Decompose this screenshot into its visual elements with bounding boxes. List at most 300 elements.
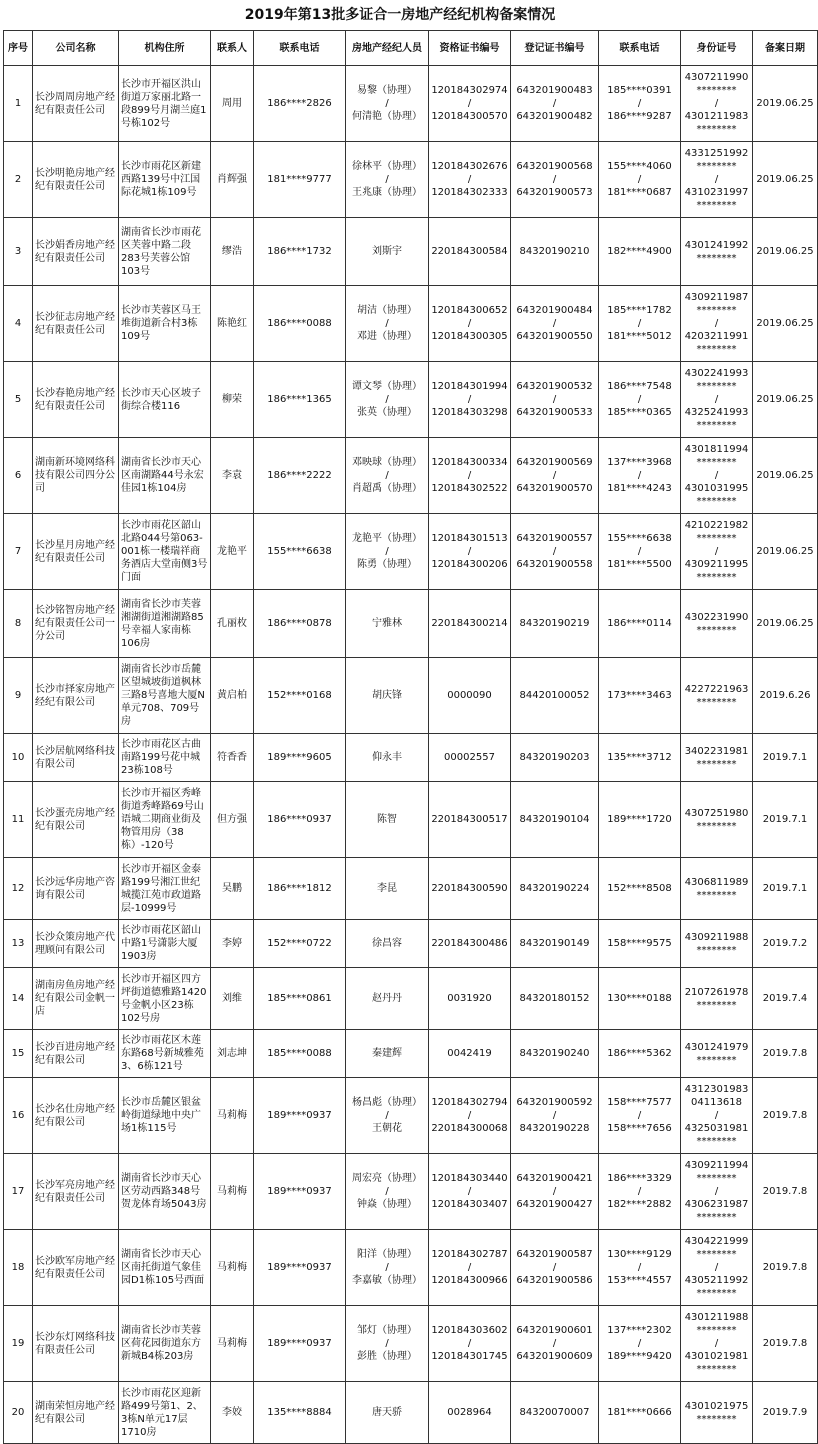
company-address: 长沙市开福区金泰路199号湘江世纪城揽江苑市政道路层-10999号 [119, 858, 211, 920]
qualification-number-line: 220184300068 [431, 1123, 508, 1134]
company-name: 湖南荣恒房地产经纪有限公司 [33, 1382, 119, 1444]
registration-number-line: 84320180152 [519, 993, 590, 1004]
agent-phone-line: 137****2302 [607, 1325, 672, 1336]
table-row [4, 142, 818, 218]
contact-phone: 186****0878 [254, 590, 346, 658]
qualification-number [429, 782, 511, 858]
company-name: 湖南新环境网络科技有限公司四分公司 [33, 438, 119, 514]
filing-date: 2019.06.25 [753, 142, 818, 218]
registration-number-line: 643201900569 [516, 457, 593, 468]
registration-number [511, 1078, 599, 1154]
agent-phone-line: / [637, 1110, 642, 1121]
registration-number [511, 658, 599, 734]
row-number: 20 [4, 1382, 33, 1444]
agent-names-line: 王朝花 [372, 1123, 402, 1134]
agent-phone-line: 186****0114 [607, 618, 672, 629]
agent-names-line: 肖超禹（协理） [352, 483, 422, 494]
agent-phone-line: 181****4243 [607, 483, 672, 494]
agent-names [346, 1030, 429, 1078]
registration-number-line: 643201900483 [516, 85, 593, 96]
registration-number-line: / [552, 1110, 557, 1121]
id-number-line: / [714, 394, 719, 405]
registration-number [511, 968, 599, 1030]
qualification-number [429, 734, 511, 782]
company-address: 长沙市开福区秀峰街道秀峰路69号山语城二期商业街及物管用房（38栋）-120号 [119, 782, 211, 858]
qualification-number-line: 120184302522 [431, 483, 508, 494]
id-number-line: ******** [696, 1413, 737, 1425]
qualification-number-line: / [467, 1186, 472, 1197]
table-row [4, 362, 818, 438]
filing-date: 2019.7.8 [753, 1306, 818, 1382]
agent-phone-line: 189****1720 [607, 814, 672, 825]
row-number: 8 [4, 590, 33, 658]
qualification-number [429, 1154, 511, 1230]
id-number-line: ******** [696, 305, 737, 316]
registration-number-line: 643201900558 [516, 559, 593, 570]
column-header: 序号 [4, 31, 33, 66]
id-number [681, 1230, 753, 1306]
agent-names-line: 徐昌容 [372, 938, 402, 949]
company-name: 长沙居航网络科技有限公司 [33, 734, 119, 782]
id-number-line: ******** [696, 85, 737, 96]
agent-phone-line: 186****5362 [607, 1048, 672, 1059]
agent-phone-line: 186****7548 [607, 381, 672, 392]
agent-phone-line: 158****9575 [607, 938, 672, 949]
agent-names [346, 438, 429, 514]
company-name: 长沙百进房地产经纪有限公司 [33, 1030, 119, 1078]
company-name: 湖南房鱼房地产经纪有限公司金帆一店 [33, 968, 119, 1030]
contact-phone: 186****0937 [254, 782, 346, 858]
agent-phone-line: / [637, 546, 642, 557]
id-number-line: ******** [696, 889, 737, 901]
table-row [4, 1030, 818, 1078]
id-number-line: ******** [696, 1173, 737, 1184]
agent-names-line: 唐天骄 [372, 1407, 402, 1418]
agent-names-line: / [385, 470, 389, 481]
id-number [681, 734, 753, 782]
table-row [4, 858, 818, 920]
contact-phone: 186****2826 [254, 66, 346, 142]
id-number-line: 4301031995 [684, 483, 749, 494]
registration-number [511, 218, 599, 286]
id-number [681, 590, 753, 658]
id-number [681, 920, 753, 968]
table-row [4, 968, 818, 1030]
qualification-number [429, 590, 511, 658]
qualification-number [429, 514, 511, 590]
company-name: 长沙市择家房地产经纪有限公司 [33, 658, 119, 734]
agent-names-line: / [385, 174, 389, 185]
agent-names-line: 宁雅林 [372, 618, 402, 629]
column-header: 公司名称 [33, 31, 119, 66]
id-number [681, 66, 753, 142]
agent-names [346, 362, 429, 438]
registration-number [511, 1030, 599, 1078]
registration-number-line: / [552, 174, 557, 185]
registration-number-line: 84320070007 [519, 1407, 590, 1418]
row-number: 6 [4, 438, 33, 514]
id-number-line: 4301211983 [684, 111, 749, 122]
company-address: 湖南省长沙市天心区劳动西路348号贺龙体育场5043房 [119, 1154, 211, 1230]
id-number-line: 4310231997 [684, 187, 749, 198]
id-number-line: ******** [696, 1325, 737, 1336]
id-number-line: 4312301983 [684, 1084, 749, 1095]
id-number-line: 4301211988 [684, 1312, 749, 1323]
qualification-number-line: 120184300206 [431, 559, 508, 570]
qualification-number-line: / [467, 98, 472, 109]
registration-number-line: 643201900421 [516, 1173, 593, 1184]
company-address: 湖南省长沙市芙蓉湘湖街道湘湖路85号幸福人家南栋106房 [119, 590, 211, 658]
id-number-line: ******** [696, 1288, 737, 1299]
table-row [4, 438, 818, 514]
agent-phone [599, 1154, 681, 1230]
id-number-line: 4302231990 [684, 611, 749, 623]
id-number-line: 04113618 [691, 1097, 742, 1108]
agent-phone-line: 185****0365 [607, 407, 672, 418]
agent-phone [599, 858, 681, 920]
agent-names [346, 66, 429, 142]
table-row [4, 782, 818, 858]
filing-date: 2019.7.8 [753, 1230, 818, 1306]
row-number: 18 [4, 1230, 33, 1306]
registration-number [511, 590, 599, 658]
document-title: 2019年第13批多证合一房地产经纪机构备案情况 [244, 7, 556, 23]
table-row [4, 286, 818, 362]
contact-person: 马莉梅 [211, 1154, 254, 1230]
id-number-line: / [714, 174, 719, 185]
agent-phone [599, 782, 681, 858]
registration-number-line: 643201900573 [516, 187, 593, 198]
contact-person: 但方强 [211, 782, 254, 858]
agent-phone-line: 185****0391 [607, 85, 672, 96]
id-number-line: 4210221982 [684, 520, 749, 531]
id-number-line: 4325241993 [684, 407, 749, 418]
registration-number-line: / [552, 1338, 557, 1349]
id-number-line: 2107261978 [684, 986, 749, 998]
qualification-number [429, 968, 511, 1030]
filing-date: 2019.7.8 [753, 1154, 818, 1230]
id-number [681, 514, 753, 590]
id-number-line: ******** [696, 1136, 737, 1147]
column-header: 联系电话 [599, 31, 681, 66]
filing-date: 2019.06.25 [753, 218, 818, 286]
id-number-line: ******** [696, 696, 737, 708]
agent-names-line: 徐林平（协理） [352, 161, 422, 172]
company-address: 湖南省长沙市芙蓉区荷花园街道东方新城B4栋203房 [119, 1306, 211, 1382]
registration-number-line: 643201900609 [516, 1351, 593, 1362]
qualification-number [429, 1030, 511, 1078]
qualification-number-line: 0028964 [447, 1407, 492, 1418]
contact-phone: 186****1732 [254, 218, 346, 286]
registration-number-line: 643201900570 [516, 483, 593, 494]
contact-phone: 189****0937 [254, 1078, 346, 1154]
id-number-line: ******** [696, 533, 737, 544]
column-header: 联系人 [211, 31, 254, 66]
id-number [681, 782, 753, 858]
contact-person: 缪浩 [211, 218, 254, 286]
agent-phone [599, 142, 681, 218]
company-name: 长沙明艳房地产经纪有限责任公司 [33, 142, 119, 218]
agent-names-line: 邓映球（协理） [352, 457, 422, 468]
registration-number [511, 66, 599, 142]
row-number: 16 [4, 1078, 33, 1154]
table-row [4, 218, 818, 286]
id-number-line: 4309211988 [684, 931, 749, 943]
registration-number-line: 643201900533 [516, 407, 593, 418]
agent-phone-line: 182****2882 [607, 1199, 672, 1210]
column-header: 联系电话 [254, 31, 346, 66]
id-number-line: ******** [696, 496, 737, 507]
agent-names [346, 1154, 429, 1230]
agent-names-line: 谭文琴（协理） [352, 381, 422, 392]
contact-phone: 155****6638 [254, 514, 346, 590]
row-number: 12 [4, 858, 33, 920]
company-address: 长沙市雨花区韶山北路044号第063-001栋一楼瑞祥商务酒店大堂南侧3号门面 [119, 514, 211, 590]
filing-date: 2019.7.8 [753, 1078, 818, 1154]
id-number [681, 968, 753, 1030]
id-number-line: 4331251992 [684, 148, 749, 159]
agent-names-line: / [385, 1262, 389, 1273]
id-number-line: 4306811989 [684, 876, 749, 888]
agent-names [346, 1382, 429, 1444]
id-number-line: ******** [696, 420, 737, 431]
registration-number-line: 643201900427 [516, 1199, 593, 1210]
qualification-number [429, 858, 511, 920]
id-number-line: 4301241992 [684, 239, 749, 251]
agent-phone [599, 968, 681, 1030]
id-number-line: ******** [696, 161, 737, 172]
id-number-line: 4301241979 [684, 1041, 749, 1053]
contact-phone: 152****0168 [254, 658, 346, 734]
qualification-number-line: / [467, 394, 472, 405]
id-number-line: ******** [696, 944, 737, 956]
company-name: 长沙春艳房地产经纪有限责任公司 [33, 362, 119, 438]
column-header: 身份证号 [681, 31, 753, 66]
contact-phone: 181****9777 [254, 142, 346, 218]
id-number [681, 142, 753, 218]
id-number-line: ******** [696, 820, 737, 832]
registration-number [511, 514, 599, 590]
row-number: 19 [4, 1306, 33, 1382]
agent-names [346, 782, 429, 858]
company-address: 长沙市雨花区迎新路499号第1、2、3栋N单元17层1710房 [119, 1382, 211, 1444]
contact-person: 马莉梅 [211, 1230, 254, 1306]
table-row [4, 1078, 818, 1154]
column-header: 登记证书编号 [511, 31, 599, 66]
registration-number-line: 643201900592 [516, 1097, 593, 1108]
contact-phone: 186****0088 [254, 286, 346, 362]
company-address: 长沙市雨花区韶山中路1号潇影大厦1903房 [119, 920, 211, 968]
contact-person: 龙艳平 [211, 514, 254, 590]
row-number: 3 [4, 218, 33, 286]
agent-phone-line: / [637, 318, 642, 329]
company-address: 长沙市岳麓区银盆岭街道绿地中央广场1栋115号 [119, 1078, 211, 1154]
company-address: 长沙市开福区四方坪街道德雅路1420号金帆小区23栋102号房 [119, 968, 211, 1030]
table-row [4, 1230, 818, 1306]
qualification-number-line: / [467, 1110, 472, 1121]
row-number: 9 [4, 658, 33, 734]
agent-names-line: 刘斯宇 [372, 246, 402, 257]
company-name: 长沙周周房地产经纪有限责任公司 [33, 66, 119, 142]
agent-names-line: 赵丹丹 [372, 993, 402, 1004]
registration-number-line: 84320190224 [519, 883, 590, 894]
agent-phone [599, 362, 681, 438]
registration-number [511, 438, 599, 514]
registration-number-line: / [552, 98, 557, 109]
registration-number-line: / [552, 1262, 557, 1273]
contact-person: 符香香 [211, 734, 254, 782]
registration-number [511, 858, 599, 920]
agent-names-line: 胡庆锋 [372, 690, 402, 701]
row-number: 13 [4, 920, 33, 968]
agent-names-line: 杨昌彪（协理） [352, 1097, 422, 1108]
column-header: 房地产经纪人员 [346, 31, 429, 66]
id-number-line: ******** [696, 344, 737, 355]
contact-person: 肖辉强 [211, 142, 254, 218]
registration-number-line: 84320190219 [519, 618, 590, 629]
id-number [681, 1078, 753, 1154]
company-name: 长沙远华房地产咨询有限公司 [33, 858, 119, 920]
agent-names-line: / [385, 318, 389, 329]
contact-person: 吴鹏 [211, 858, 254, 920]
qualification-number-line: / [467, 318, 472, 329]
agent-phone [599, 66, 681, 142]
id-number-line: / [714, 318, 719, 329]
id-number-line: ******** [696, 999, 737, 1011]
agent-names [346, 1306, 429, 1382]
agent-names [346, 218, 429, 286]
id-number-line: 4305211992 [684, 1275, 749, 1286]
agent-phone [599, 590, 681, 658]
agent-names [346, 920, 429, 968]
agent-phone-line: 158****7656 [607, 1123, 672, 1134]
agent-names-line: 彭胜（协理） [357, 1351, 417, 1362]
company-address: 长沙市开福区洪山街道万家丽北路一段899号月湖兰庭1号栋102号 [119, 66, 211, 142]
filing-date: 2019.6.26 [753, 658, 818, 734]
qualification-number-line: 120184303440 [431, 1173, 508, 1184]
agent-phone [599, 438, 681, 514]
table-row [4, 1382, 818, 1444]
id-number [681, 658, 753, 734]
id-number-line: 4302241993 [684, 368, 749, 379]
agent-phone-line: 182****4900 [607, 246, 672, 257]
row-number: 14 [4, 968, 33, 1030]
id-number-line: ******** [696, 200, 737, 211]
qualification-number-line: / [467, 470, 472, 481]
registration-number-line: 643201900601 [516, 1325, 593, 1336]
contact-phone: 185****0861 [254, 968, 346, 1030]
company-name: 长沙名仕房地产经纪有限公司 [33, 1078, 119, 1154]
header-row [4, 31, 818, 66]
row-number: 11 [4, 782, 33, 858]
company-name: 长沙军亮房地产经纪有限责任公司 [33, 1154, 119, 1230]
id-number-line: ******** [696, 252, 737, 264]
registration-number-line: / [552, 546, 557, 557]
agent-names-line: 秦建辉 [372, 1048, 402, 1059]
agent-names [346, 590, 429, 658]
agent-phone-line: 152****8508 [607, 883, 672, 894]
agent-names-line: 陈智 [377, 814, 397, 825]
contact-phone: 186****2222 [254, 438, 346, 514]
qualification-number-line: 120184303602 [431, 1325, 508, 1336]
company-address: 长沙市雨花区新建西路139号中江国际花城1栋109号 [119, 142, 211, 218]
qualification-number-line: 220184300517 [431, 814, 508, 825]
company-address: 长沙市天心区坡子街综合楼116 [119, 362, 211, 438]
id-number [681, 286, 753, 362]
qualification-number-line: 120184302974 [431, 85, 508, 96]
qualification-number [429, 920, 511, 968]
registration-number-line: 84420100052 [519, 690, 590, 701]
contact-person: 周用 [211, 66, 254, 142]
qualification-number-line: 120184302676 [431, 161, 508, 172]
id-number-line: 4309211995 [684, 559, 749, 570]
filing-date: 2019.7.2 [753, 920, 818, 968]
agent-names [346, 658, 429, 734]
id-number-line: ******** [696, 1364, 737, 1375]
qualification-number [429, 1230, 511, 1306]
qualification-number-line: 120184300652 [431, 305, 508, 316]
contact-person: 李婷 [211, 920, 254, 968]
registration-number-line: 643201900586 [516, 1275, 593, 1286]
table-row [4, 66, 818, 142]
agent-phone-line: 181****0687 [607, 187, 672, 198]
agent-phone [599, 734, 681, 782]
company-name: 长沙征志房地产经纪有限责任公司 [33, 286, 119, 362]
agent-names-line: 胡洁（协理） [357, 305, 417, 316]
agent-names-line: 李昆 [377, 883, 397, 894]
contact-phone: 135****8884 [254, 1382, 346, 1444]
qualification-number [429, 1382, 511, 1444]
contact-phone: 189****0937 [254, 1230, 346, 1306]
row-number: 17 [4, 1154, 33, 1230]
id-number-line: 4227221963 [684, 683, 749, 695]
registration-number [511, 362, 599, 438]
id-number-line: 4301021981 [684, 1351, 749, 1362]
company-name: 长沙众策房地产代理顾问有限公司 [33, 920, 119, 968]
id-number-line: ******** [696, 572, 737, 583]
qualification-number-line: / [467, 1262, 472, 1273]
id-number-line: 4309211994 [684, 1160, 749, 1171]
id-number-line: 4304221999 [684, 1236, 749, 1247]
agent-names-line: 仰永丰 [372, 752, 402, 763]
qualification-number-line: 220184300590 [431, 883, 508, 894]
agent-phone-line: 185****1782 [607, 305, 672, 316]
contact-phone: 189****0937 [254, 1154, 346, 1230]
registration-number [511, 1154, 599, 1230]
agent-phone-line: 173****3463 [607, 690, 672, 701]
qualification-number-line: 120184300334 [431, 457, 508, 468]
id-number-line: 4306231987 [684, 1199, 749, 1210]
qualification-number-line: 120184301513 [431, 533, 508, 544]
registration-number [511, 782, 599, 858]
registration-number [511, 1382, 599, 1444]
contact-person: 马莉梅 [211, 1078, 254, 1154]
id-number [681, 1030, 753, 1078]
agent-phone-line: / [637, 470, 642, 481]
qualification-number [429, 1306, 511, 1382]
agent-names-line: / [385, 394, 389, 405]
filing-date: 2019.06.25 [753, 514, 818, 590]
qualification-number-line: 120184300570 [431, 111, 508, 122]
agent-phone [599, 1030, 681, 1078]
contact-phone: 189****0937 [254, 1306, 346, 1382]
agent-phone-line: 158****7577 [607, 1097, 672, 1108]
agent-phone [599, 920, 681, 968]
filing-date: 2019.06.25 [753, 66, 818, 142]
contact-phone: 189****9605 [254, 734, 346, 782]
agent-phone-line: 186****9287 [607, 111, 672, 122]
id-number-line: 4203211991 [684, 331, 749, 342]
